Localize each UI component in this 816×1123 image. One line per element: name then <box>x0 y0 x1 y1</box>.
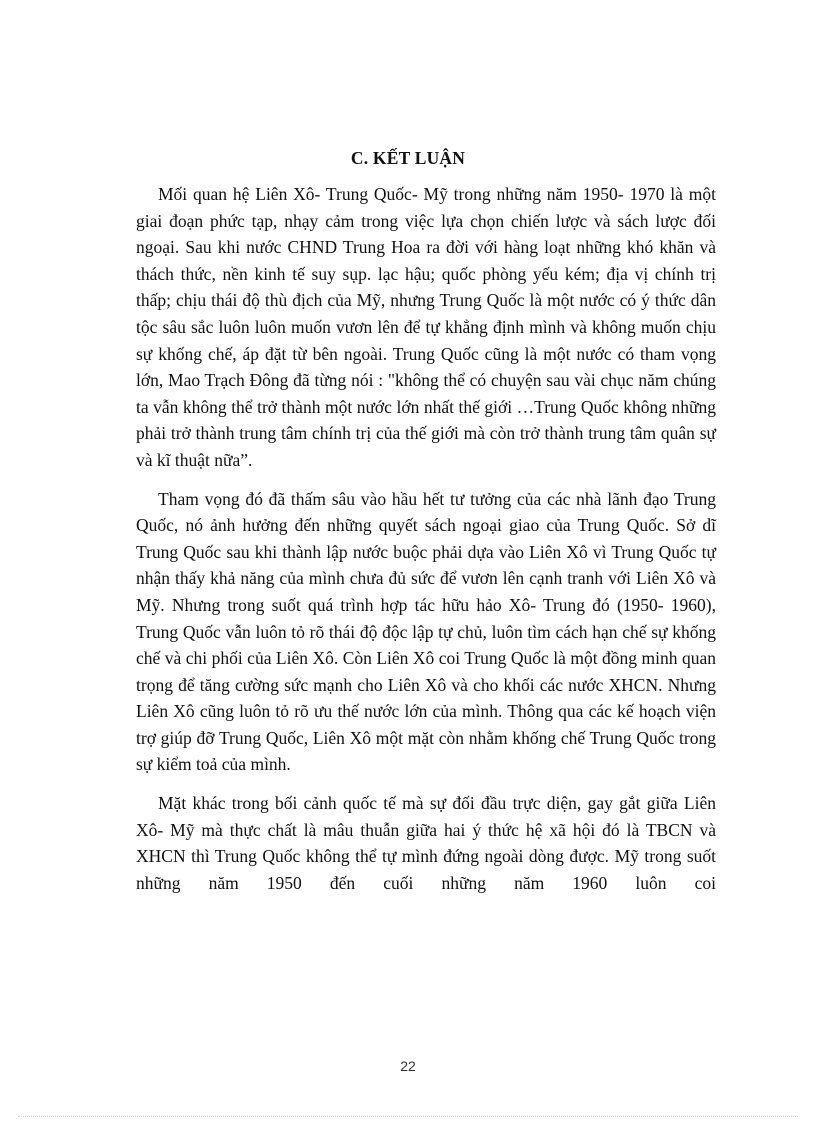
body-text <box>136 181 716 908</box>
paragraph-2: Tham vọng đó đã thấm sâu vào hầu hết tư tưởng của các nhà lãnh đạo Trung Quốc, nó ảnh hưởng đến những quyết sách ngoại giao của Trung Quốc. Sở dĩ Trung Quốc sau khi thành lập nước buộc phải dựa vào Liên Xô vì Trung Quốc tự nhận thấy khả năng của mình chưa đủ sức để vươn lên cạnh tranh với Liên Xô và Mỹ. Nhưng trong suốt quá trình hợp tác hữu hảo Xô- Trung đó (1950- 1960), Trung Quốc vẫn luôn tỏ rõ thái độ độc lập tự chủ, luôn tìm cách hạn chế sự khống chế và chi phối của Liên Xô. Còn Liên Xô coi Trung Quốc là một đồng minh quan trọng để tăng cường sức mạnh cho Liên Xô và cho khối các nước XHCN. Nhưng Liên Xô cũng luôn tỏ rõ ưu thế nước lớn của mình. Thông qua các kế hoạch viện trợ giúp đỡ Trung Quốc, Liên Xô một mặt còn nhằm khống chế Trung Quốc trong sự kiểm toả của mình. <box>136 488 716 775</box>
paragraph-3: Mặt khác trong bối cảnh quốc tế mà sự đối đầu trực diện, gay gắt giữa Liên Xô- Mỹ mà thực chất là mâu thuẫn giữa hai ý thức hệ xã hội đó là TBCN và XHCN thì Trung Quốc không thể tự mình đứng ngoài dòng được. Mỹ trong suốt những năm 1950 đến cuối những năm 1960 luôn coi <box>136 793 716 893</box>
page-number: 22 <box>400 1058 416 1074</box>
paragraph-1: Mối quan hệ Liên Xô- Trung Quốc- Mỹ trong những năm 1950- 1970 là một giai đoạn phức tạp, nhạy cảm trong việc lựa chọn chiến lược và sách lược đối ngoại. Sau khi nước CHND Trung Hoa ra đời với hàng loạt những khó khăn và thách thức, nền kinh tế suy sụp. lạc hậu; quốc phòng yếu kém; địa vị chính trị thấp; chịu thái độ thù địch của Mỹ, nhưng Trung Quốc là một nước có ý thức dân tộc sâu sắc luôn luôn muốn vươn lên để tự khẳng định mình và không muốn chịu sự khống chế, áp đặt từ bên ngoài. Trung Quốc cũng là một nước có tham vọng lớn, Mao Trạch Đông đã từng nói : "không thể có chuyện sau vài chục năm chúng ta vẫn không thể trở thành một nước lớn nhất thế giới …Trung Quốc không những phải trở thành trung tâm chính trị của thế giới mà còn trở thành trung tâm quân sự và kĩ thuật nữa”. <box>136 184 716 470</box>
section-heading: C. KẾT LUẬN <box>350 148 466 168</box>
page-bottom-border <box>18 1116 798 1117</box>
